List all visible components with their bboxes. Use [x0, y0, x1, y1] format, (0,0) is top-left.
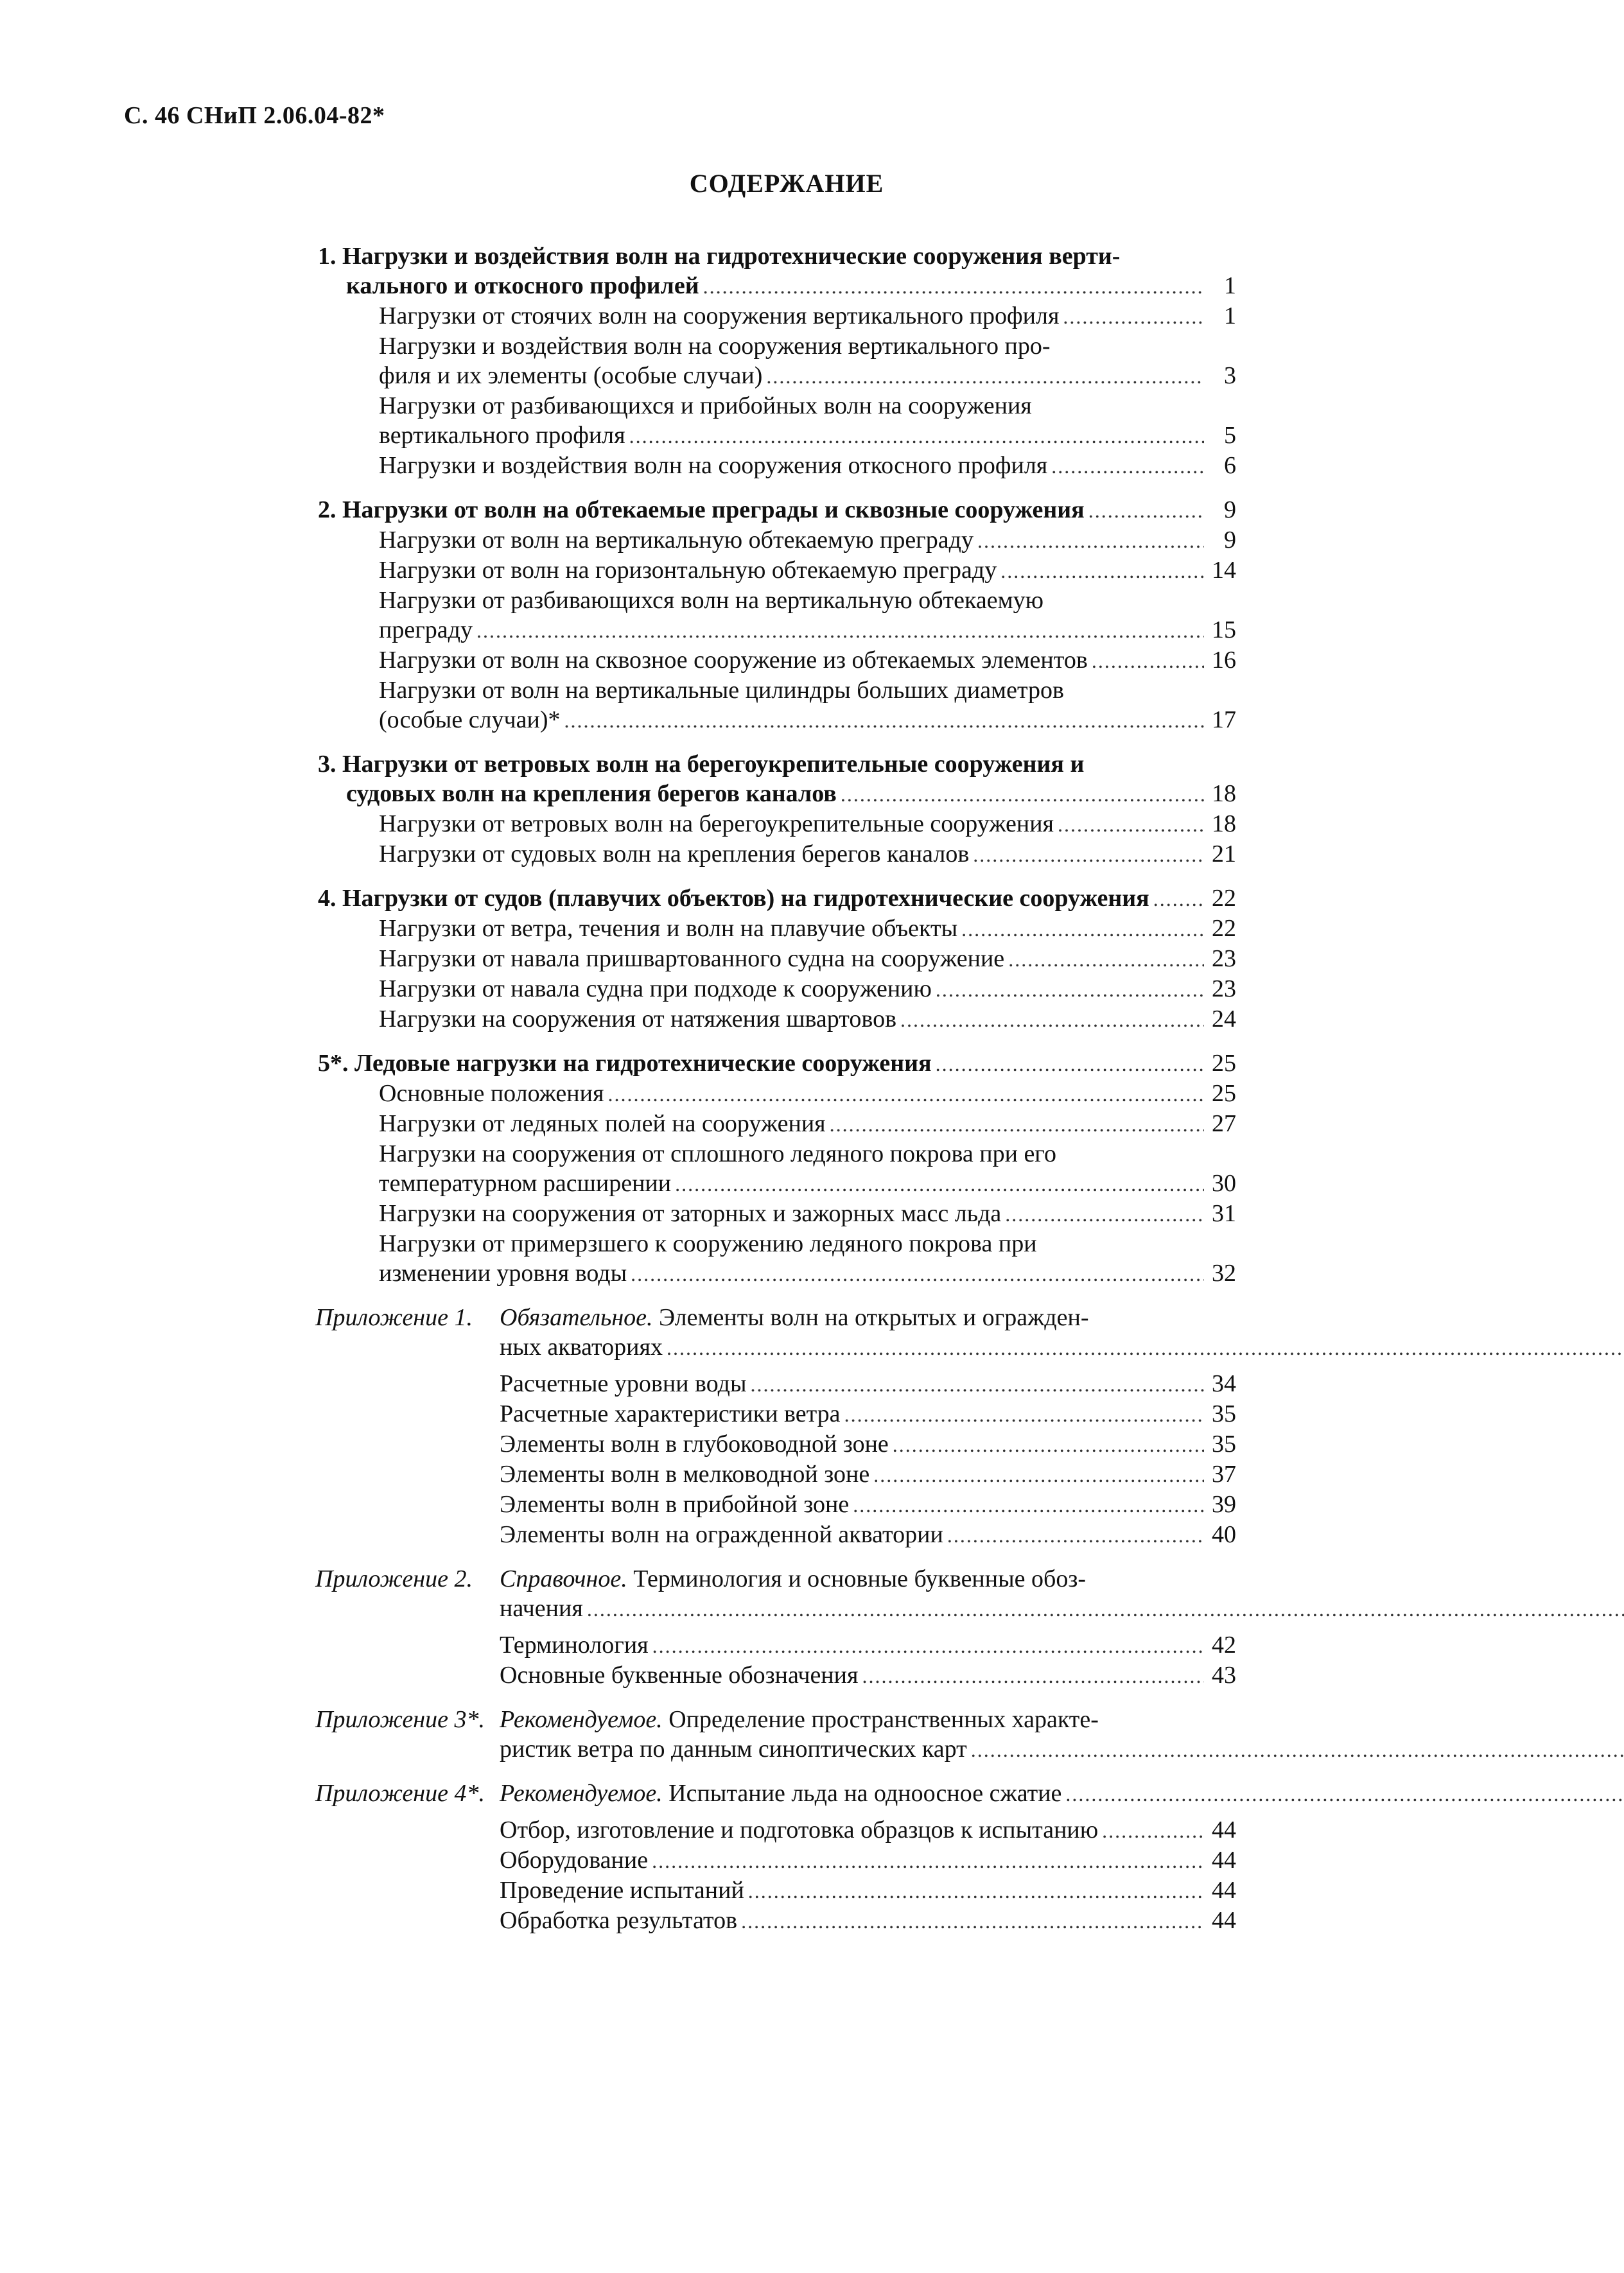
- appendix-label: Приложение 3*.: [315, 1706, 485, 1733]
- page-header: С. 46 СНиП 2.06.04-82*: [124, 102, 385, 129]
- dot-leader: [1092, 646, 1204, 675]
- entry-text: Нагрузки на сооружения от натяжения швартовов: [379, 1006, 897, 1032]
- subentry-line[interactable]: [500, 1845, 1236, 1876]
- toc-subentry: [318, 1229, 1236, 1289]
- toc-subentry: [318, 914, 1236, 944]
- appendix-heading: [315, 1779, 1236, 1809]
- subentry-line[interactable]: [379, 615, 1236, 645]
- dot-leader: [1005, 1199, 1204, 1229]
- subentry-line[interactable]: [379, 839, 1236, 869]
- entry-text: Элементы волн в мелководной зоне: [500, 1461, 870, 1488]
- entry-text: Нагрузки от стоячих волн на сооружения вертикального профиля: [379, 302, 1060, 329]
- dot-leader: [667, 1333, 1624, 1363]
- page-number: 23: [1212, 975, 1236, 1002]
- subentry-line[interactable]: [379, 1258, 1236, 1289]
- toc-subentry: [318, 1004, 1236, 1034]
- subentry-line[interactable]: [500, 1490, 1236, 1520]
- section-heading-line[interactable]: 1. Нагрузки и воздействия волн на гидротехнические сооружения верти-: [318, 243, 1121, 270]
- toc-subentry: [318, 839, 1236, 869]
- page-number: 14: [1212, 557, 1236, 584]
- appendix-title-entry[interactable]: [500, 1332, 1624, 1363]
- toc-subentry: [318, 944, 1236, 974]
- toc-section: [318, 1049, 1236, 1289]
- dot-leader: [961, 914, 1204, 944]
- toc-subentry: [318, 555, 1236, 586]
- page-number: 15: [1212, 616, 1236, 643]
- appendix-subentries: [315, 1815, 1236, 1936]
- entry-text: Нагрузки на сооружения от заторных и зажорных масс льда: [379, 1200, 1002, 1227]
- subentry-line[interactable]: [500, 1630, 1236, 1660]
- subentry-line[interactable]: [379, 1169, 1236, 1199]
- entry-text: Терминология: [500, 1632, 649, 1659]
- toc-section: [318, 495, 1236, 735]
- entry-text: Нагрузки от волн на горизонтальную обтекаемую преграду: [379, 557, 997, 584]
- page-number: 43: [1212, 1662, 1236, 1689]
- dot-leader: [1008, 945, 1204, 974]
- entry-text: Основные положения: [379, 1080, 604, 1107]
- appendix-label: Приложение 2.: [315, 1565, 473, 1592]
- dot-leader: [936, 975, 1204, 1004]
- toc-subentry: [318, 645, 1236, 675]
- entry-text: 2. Нагрузки от волн на обтекаемые преграды и сквозные сооружения: [318, 496, 1085, 523]
- subentry-line[interactable]: [379, 914, 1236, 944]
- appendix-title-line[interactable]: [500, 1564, 1624, 1594]
- page-number: 34: [1212, 1370, 1236, 1397]
- toc-subentry: [318, 391, 1236, 451]
- appendix-title-entry[interactable]: [500, 1779, 1624, 1809]
- dot-leader: [947, 1520, 1204, 1550]
- entry-text: Нагрузки от судовых волн на крепления берегов каналов: [379, 840, 970, 867]
- entry-text: 4. Нагрузки от судов (плавучих объектов) на гидротехнические сооружения: [318, 885, 1149, 912]
- subentry-line[interactable]: [379, 421, 1236, 451]
- entry-text: (особые случаи)*: [379, 706, 561, 733]
- appendix-kind: Рекомендуемое.: [500, 1706, 663, 1733]
- entry-text: Нагрузки от ледяных полей на сооружения: [379, 1110, 826, 1137]
- entry-text: Расчетные характеристики ветра: [500, 1400, 841, 1427]
- appendix-title-entry[interactable]: [500, 1734, 1624, 1764]
- subentry-line[interactable]: [500, 1660, 1236, 1691]
- toc-appendix: [315, 1564, 1236, 1691]
- dot-leader: [587, 1594, 1624, 1624]
- subentry-text-line[interactable]: Нагрузки от разбивающихся и прибойных волн на сооружения: [379, 392, 1032, 419]
- dot-leader: [607, 1079, 1204, 1109]
- subentry-line[interactable]: [500, 1815, 1236, 1845]
- subentry-text-line[interactable]: Нагрузки от волн на вертикальные цилиндры больших диаметров: [379, 677, 1064, 704]
- subentry-line[interactable]: [379, 361, 1236, 391]
- dot-leader: [766, 361, 1204, 391]
- entry-text: температурном расширении: [379, 1170, 672, 1197]
- entry-text: Нагрузки от навала судна при подходе к сооружению: [379, 975, 932, 1002]
- appendix-label: Приложение 4*.: [315, 1780, 485, 1807]
- subentry-line[interactable]: [379, 705, 1236, 735]
- dot-leader: [873, 1460, 1204, 1490]
- appendix-title-text: Испытание льда на одноосное сжатие: [668, 1780, 1062, 1807]
- page-number: 18: [1212, 810, 1236, 837]
- dot-leader: [971, 1735, 1624, 1764]
- section-heading-entry[interactable]: [318, 495, 1236, 525]
- entry-text: Нагрузки от ветра, течения и волн на плавучие объекты: [379, 915, 958, 942]
- toc-section: [318, 884, 1236, 1034]
- entry-text: Проведение испытаний: [500, 1877, 744, 1904]
- entry-text: начения: [500, 1595, 583, 1622]
- page-number: 17: [1212, 706, 1236, 733]
- dot-leader: [830, 1110, 1204, 1139]
- subentry-line[interactable]: [379, 645, 1236, 675]
- subentry-line[interactable]: [379, 809, 1236, 839]
- page-number: 9: [1224, 527, 1236, 553]
- entry-text: Элементы волн в прибойной зоне: [500, 1491, 850, 1518]
- dot-leader: [893, 1430, 1204, 1459]
- toc-subentry: [318, 675, 1236, 735]
- dot-leader: [652, 1846, 1204, 1876]
- entry-text: Нагрузки от волн на вертикальную обтекаемую преграду: [379, 527, 974, 553]
- entry-text: преграду: [379, 616, 473, 643]
- toc-subentry: [318, 451, 1236, 481]
- dot-leader: [751, 1370, 1205, 1399]
- subentry-line[interactable]: [500, 1876, 1236, 1906]
- dot-leader: [841, 779, 1204, 809]
- subentry-line[interactable]: [500, 1459, 1236, 1490]
- dot-leader: [631, 1259, 1204, 1289]
- entry-text: Элементы волн на огражденной акватории: [500, 1521, 943, 1548]
- toc-subentry: [318, 525, 1236, 555]
- entry-text: Оборудование: [500, 1847, 649, 1874]
- section-heading-continuation: [318, 271, 1236, 301]
- entry-text: Обработка результатов: [500, 1907, 738, 1934]
- page-number: 44: [1212, 1847, 1236, 1874]
- toc-subentry: [318, 301, 1236, 331]
- appendix-subentries: [315, 1630, 1236, 1691]
- subentry-line[interactable]: [500, 1906, 1236, 1936]
- page-number: 44: [1212, 1877, 1236, 1904]
- dot-leader: [703, 272, 1204, 301]
- dot-leader: [629, 421, 1204, 451]
- page-number: 37: [1212, 1461, 1236, 1488]
- subentry-text-line[interactable]: Нагрузки на сооружения от сплошного ледяного покрова при его: [379, 1140, 1056, 1167]
- section-heading-continuation: [318, 779, 1236, 809]
- dot-leader: [652, 1631, 1204, 1660]
- dot-leader: [1102, 1816, 1204, 1845]
- entry-text: [500, 1779, 1061, 1808]
- subentry-line[interactable]: [500, 1369, 1236, 1399]
- entry-text: Отбор, изготовление и подготовка образцов к испытанию: [500, 1816, 1099, 1843]
- dot-leader: [741, 1906, 1204, 1936]
- subentry-line[interactable]: [379, 301, 1236, 331]
- toc-section: [318, 749, 1236, 869]
- page-number: 23: [1212, 945, 1236, 972]
- toc-subentry: [318, 809, 1236, 839]
- subentry-line[interactable]: [379, 1199, 1236, 1229]
- dot-leader: [973, 840, 1204, 869]
- dot-leader: [977, 526, 1204, 555]
- page-number: 42: [1212, 1632, 1236, 1659]
- page-number: 30: [1212, 1170, 1236, 1197]
- toc-subentry: [318, 1079, 1236, 1109]
- page-number: 18: [1212, 780, 1236, 807]
- appendix-title: [500, 1779, 1624, 1809]
- entry-text: филя и их элементы (особые случаи): [379, 362, 763, 389]
- entry-text: Основные буквенные обозначения: [500, 1662, 859, 1689]
- appendix-label: Приложение 1.: [315, 1304, 473, 1331]
- appendix-title-entry[interactable]: [500, 1594, 1624, 1624]
- page-number: 16: [1212, 647, 1236, 674]
- page-number: 1: [1224, 302, 1236, 329]
- page-number: 5: [1224, 422, 1236, 449]
- page-number: 21: [1212, 840, 1236, 867]
- page-number: 3: [1224, 362, 1236, 389]
- subentry-line[interactable]: [379, 1004, 1236, 1034]
- subentry-line[interactable]: [500, 1520, 1236, 1550]
- section-heading-entry[interactable]: [318, 1049, 1236, 1079]
- appendix-heading: [315, 1303, 1236, 1363]
- subentry-line[interactable]: [379, 974, 1236, 1004]
- toc-subentry: [318, 331, 1236, 391]
- dot-leader: [564, 706, 1205, 735]
- toc-appendix: [315, 1779, 1236, 1936]
- entry-text: Нагрузки от ветровых волн на берегоукрепительные сооружения: [379, 810, 1054, 837]
- dot-leader: [1065, 1779, 1624, 1809]
- appendix-kind: Обязательное.: [500, 1304, 653, 1331]
- page-number: 25: [1212, 1080, 1236, 1107]
- appendix-title-line[interactable]: [500, 1705, 1624, 1734]
- subentry-text-line[interactable]: Нагрузки и воздействия волн на сооружения вертикального про-: [379, 333, 1051, 360]
- appendix-title: [500, 1303, 1624, 1363]
- page-number: 32: [1212, 1260, 1236, 1287]
- entry-text: Нагрузки от навала пришвартованного судна на сооружение: [379, 945, 1005, 972]
- appendix-heading: [315, 1564, 1236, 1624]
- dot-leader: [748, 1876, 1204, 1906]
- subentry-line[interactable]: [379, 1079, 1236, 1109]
- entry-text: изменении уровня воды: [379, 1260, 627, 1287]
- dot-leader: [844, 1400, 1204, 1429]
- subentry-line[interactable]: [379, 1109, 1236, 1139]
- appendix-heading: [315, 1705, 1236, 1764]
- dot-leader: [1051, 451, 1204, 481]
- subentry-line[interactable]: [379, 555, 1236, 586]
- toc-appendix: [315, 1303, 1236, 1550]
- appendix-title: [500, 1564, 1624, 1624]
- entry-text: Нагрузки от волн на сквозное сооружение из обтекаемых элементов: [379, 647, 1088, 674]
- page-number: 44: [1212, 1816, 1236, 1843]
- entry-text: ных акваториях: [500, 1334, 663, 1361]
- subentry-line[interactable]: [379, 525, 1236, 555]
- dot-leader: [1058, 810, 1204, 839]
- subentry-line[interactable]: [500, 1399, 1236, 1429]
- section-heading-line[interactable]: 3. Нагрузки от ветровых волн на берегоукрепительные сооружения и: [318, 751, 1085, 778]
- entry-text: Расчетные уровни воды: [500, 1370, 747, 1397]
- appendix-title-line[interactable]: [500, 1303, 1624, 1332]
- appendix-kind: Справочное.: [500, 1565, 627, 1592]
- toc-subentry: [318, 586, 1236, 645]
- subentry-line[interactable]: [500, 1429, 1236, 1459]
- table-of-contents: [315, 241, 1236, 1950]
- page-number: 22: [1212, 915, 1236, 942]
- dot-leader: [936, 1049, 1204, 1079]
- section-heading-entry[interactable]: [346, 271, 1236, 301]
- dot-leader: [1000, 556, 1204, 586]
- appendix-kind: Рекомендуемое.: [500, 1780, 663, 1807]
- subentry-text-line[interactable]: Нагрузки от примерзшего к сооружению ледяного покрова при: [379, 1230, 1037, 1257]
- dot-leader: [900, 1005, 1204, 1034]
- toc-subentry: [318, 1109, 1236, 1139]
- page-number: 27: [1212, 1110, 1236, 1137]
- appendix-title: [500, 1705, 1624, 1764]
- entry-text: судовых волн на крепления берегов каналов: [346, 780, 837, 807]
- entry-text: вертикального профиля: [379, 422, 625, 449]
- entry-text: Нагрузки и воздействия волн на сооружения откосного профиля: [379, 452, 1048, 479]
- page-number: 22: [1212, 885, 1236, 912]
- page-number: 6: [1224, 452, 1236, 479]
- page-number: 35: [1212, 1431, 1236, 1458]
- page-number: 1: [1224, 272, 1236, 299]
- page-number: 40: [1212, 1521, 1236, 1548]
- dot-leader: [853, 1490, 1204, 1520]
- page-title: СОДЕРЖАНИЕ: [689, 169, 884, 198]
- dot-leader: [862, 1661, 1204, 1691]
- subentry-line[interactable]: [379, 944, 1236, 974]
- entry-text: Элементы волн в глубоководной зоне: [500, 1431, 889, 1458]
- toc-subentry: [318, 1139, 1236, 1199]
- toc-subentry: [318, 1199, 1236, 1229]
- subentry-line[interactable]: [379, 451, 1236, 481]
- page-number: 39: [1212, 1491, 1236, 1518]
- page-number: 25: [1212, 1050, 1236, 1077]
- dot-leader: [476, 616, 1204, 645]
- appendix-title-text: Определение пространственных характе-: [668, 1706, 1099, 1733]
- dot-leader: [1088, 496, 1204, 525]
- toc-appendix: [315, 1705, 1236, 1764]
- appendix-subentries: [315, 1369, 1236, 1550]
- page-number: 44: [1212, 1907, 1236, 1934]
- page-number: 35: [1212, 1400, 1236, 1427]
- page-number: 24: [1212, 1006, 1236, 1032]
- dot-leader: [1063, 302, 1204, 331]
- entry-text: ристик ветра по данным синоптических карт: [500, 1736, 967, 1763]
- appendix-title-text: Терминология и основные буквенные обоз-: [633, 1565, 1087, 1592]
- page-number: 9: [1224, 496, 1236, 523]
- page-number: 31: [1212, 1200, 1236, 1227]
- section-heading-entry[interactable]: [318, 884, 1236, 914]
- entry-text: кального и откосного профилей: [346, 272, 699, 299]
- subentry-text-line[interactable]: Нагрузки от разбивающихся волн на вертикальную обтекаемую: [379, 587, 1044, 614]
- dot-leader: [1153, 884, 1204, 914]
- entry-text: 5*. Ледовые нагрузки на гидротехнические сооружения: [318, 1050, 932, 1077]
- toc-section: [318, 241, 1236, 481]
- appendix-title-text: Элементы волн на открытых и огражден-: [659, 1304, 1089, 1331]
- dot-leader: [675, 1169, 1204, 1199]
- section-heading-entry[interactable]: [346, 779, 1236, 809]
- toc-subentry: [318, 974, 1236, 1004]
